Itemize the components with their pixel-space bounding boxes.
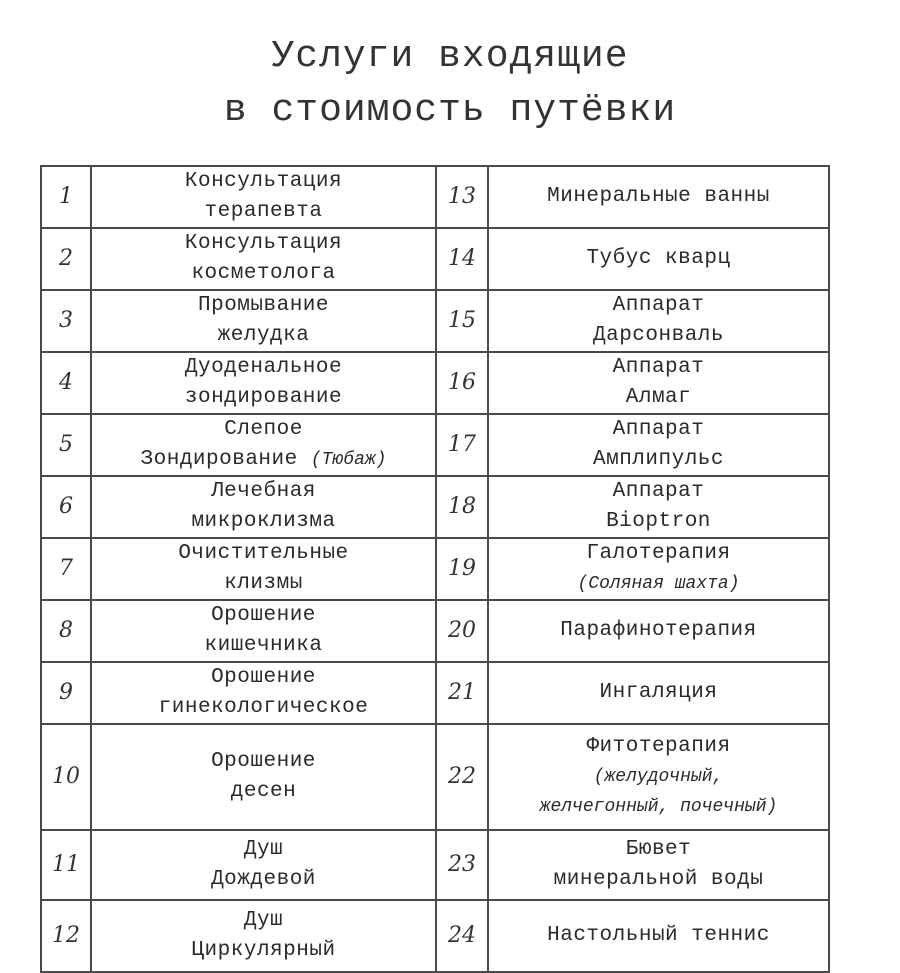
service-name-text: Аппарат xyxy=(612,418,705,441)
service-number: 19 xyxy=(436,538,488,600)
service-name-line xyxy=(491,383,826,413)
service-name-text: зондирование xyxy=(184,386,343,409)
service-name xyxy=(488,662,829,724)
service-name-text: Тубус кварц xyxy=(586,247,731,270)
service-name-line xyxy=(491,865,826,895)
table-row xyxy=(41,166,829,228)
service-name-text: Фитотерапия xyxy=(586,735,731,758)
service-name-line xyxy=(94,865,433,895)
service-number: 24 xyxy=(436,900,488,972)
service-name xyxy=(91,290,436,352)
service-number: 10 xyxy=(41,724,91,830)
service-name-line xyxy=(491,835,826,865)
table-row xyxy=(41,352,829,414)
service-number: 5 xyxy=(41,414,91,476)
title-line-2: в стоимость путёвки xyxy=(223,89,677,132)
service-name-line xyxy=(94,445,433,475)
service-name-text: Ингаляция xyxy=(599,681,718,704)
table-row xyxy=(41,538,829,600)
table-row xyxy=(41,600,829,662)
service-number: 6 xyxy=(41,476,91,538)
service-note: (желудочный, xyxy=(593,767,724,787)
service-name-text: десен xyxy=(230,780,297,803)
service-name-line xyxy=(491,353,826,383)
service-name xyxy=(91,662,436,724)
service-name-line xyxy=(94,936,433,966)
service-name-text: микроклизма xyxy=(191,510,336,533)
service-name-line xyxy=(94,229,433,259)
service-name-line xyxy=(94,601,433,631)
service-name xyxy=(488,290,829,352)
service-name-line xyxy=(94,383,433,413)
service-name-text: Аппарат xyxy=(612,294,705,317)
service-name-text: Дождевой xyxy=(211,868,316,891)
service-name-line xyxy=(491,321,826,351)
service-name-text: Циркулярный xyxy=(191,939,336,962)
service-name-line xyxy=(94,353,433,383)
table-row xyxy=(41,900,829,972)
service-name-text: Bioptron xyxy=(606,510,711,533)
service-name-line xyxy=(491,539,826,569)
service-name xyxy=(488,476,829,538)
service-name xyxy=(488,600,829,662)
service-name xyxy=(91,830,436,900)
service-name-line xyxy=(491,182,826,212)
service-name xyxy=(91,600,436,662)
service-name-line xyxy=(491,291,826,321)
service-name-line xyxy=(94,631,433,661)
service-name-line xyxy=(94,663,433,693)
service-name xyxy=(488,414,829,476)
service-name-line xyxy=(94,906,433,936)
service-number: 23 xyxy=(436,830,488,900)
service-name xyxy=(91,900,436,972)
service-name-line xyxy=(491,616,826,646)
service-number: 22 xyxy=(436,724,488,830)
service-number: 3 xyxy=(41,290,91,352)
service-name-text: Лечебная xyxy=(211,480,316,503)
service-name-line xyxy=(94,539,433,569)
service-number: 16 xyxy=(436,352,488,414)
title-line-1: Услуги входящие xyxy=(271,35,629,78)
service-name-line xyxy=(94,693,433,723)
service-name-text: Орошение xyxy=(211,750,316,773)
service-note: (Соляная шахта) xyxy=(577,574,740,594)
service-name-line xyxy=(94,291,433,321)
service-name-line xyxy=(94,507,433,537)
service-name-text: Орошение xyxy=(211,604,316,627)
service-number: 18 xyxy=(436,476,488,538)
service-number: 14 xyxy=(436,228,488,290)
services-table-body xyxy=(41,166,829,972)
service-name-text: клизмы xyxy=(224,572,303,595)
service-name-line xyxy=(94,835,433,865)
service-name xyxy=(488,538,829,600)
service-name-text: Галотерапия xyxy=(586,542,731,565)
service-name xyxy=(91,538,436,600)
service-number: 2 xyxy=(41,228,91,290)
service-name-text: Консультация xyxy=(184,232,343,255)
service-name-text: Слепое xyxy=(224,418,303,441)
service-name-line xyxy=(491,732,826,762)
service-number: 7 xyxy=(41,538,91,600)
service-name-text: Очистительные xyxy=(178,542,349,565)
service-name-text: Орошение xyxy=(211,666,316,689)
service-name-line xyxy=(94,321,433,351)
service-name-text: Консультация xyxy=(184,170,343,193)
service-name-line xyxy=(491,244,826,274)
service-number: 17 xyxy=(436,414,488,476)
service-number: 13 xyxy=(436,166,488,228)
service-name-text: Зондирование xyxy=(140,448,298,471)
service-name-text: Алмаг xyxy=(625,386,692,409)
page-title xyxy=(0,30,900,138)
service-name-line xyxy=(94,569,433,599)
service-number: 20 xyxy=(436,600,488,662)
service-number: 11 xyxy=(41,830,91,900)
service-name-text: гинекологическое xyxy=(158,696,369,719)
services-table xyxy=(40,165,830,973)
service-name-text: терапевта xyxy=(204,200,323,223)
service-name xyxy=(488,830,829,900)
service-name-text: Минеральные ванны xyxy=(547,185,770,208)
service-name xyxy=(91,352,436,414)
service-number: 12 xyxy=(41,900,91,972)
table-row xyxy=(41,414,829,476)
service-name xyxy=(91,228,436,290)
service-name xyxy=(488,166,829,228)
service-number: 9 xyxy=(41,662,91,724)
service-name-text: Амплипульс xyxy=(592,448,725,471)
service-name xyxy=(488,724,829,830)
service-name-text: Парафинотерапия xyxy=(560,619,757,642)
service-name-text: Аппарат xyxy=(612,356,705,379)
service-note: (Тюбаж) xyxy=(310,450,387,470)
service-name-text: кишечника xyxy=(204,634,323,657)
service-name-line xyxy=(491,415,826,445)
service-name xyxy=(91,414,436,476)
service-name-line xyxy=(491,507,826,537)
service-name-text: косметолога xyxy=(191,262,336,285)
service-name-line xyxy=(94,167,433,197)
service-name xyxy=(488,352,829,414)
table-row xyxy=(41,476,829,538)
service-number: 8 xyxy=(41,600,91,662)
service-name-line xyxy=(94,777,433,807)
service-name-line xyxy=(491,921,826,951)
service-name-text: желудка xyxy=(217,324,310,347)
service-number: 15 xyxy=(436,290,488,352)
table-row xyxy=(41,662,829,724)
service-name xyxy=(91,476,436,538)
table-row xyxy=(41,724,829,830)
service-name-line xyxy=(491,678,826,708)
service-number: 21 xyxy=(436,662,488,724)
service-name-text: Дуоденальное xyxy=(184,356,343,379)
service-name-line xyxy=(491,445,826,475)
table-row xyxy=(41,290,829,352)
service-name-line xyxy=(491,477,826,507)
service-name-line xyxy=(94,747,433,777)
service-name-text: Бювет xyxy=(625,838,692,861)
service-name-text: Душ xyxy=(243,838,284,861)
table-row xyxy=(41,228,829,290)
service-name xyxy=(488,228,829,290)
service-name-text: Дарсонваль xyxy=(592,324,725,347)
service-name xyxy=(488,900,829,972)
service-name-line xyxy=(94,415,433,445)
service-number: 1 xyxy=(41,166,91,228)
service-name xyxy=(91,166,436,228)
service-name-line xyxy=(94,259,433,289)
service-name-text: минеральной воды xyxy=(553,868,764,891)
service-name-text: Промывание xyxy=(197,294,330,317)
service-name-text: Аппарат xyxy=(612,480,705,503)
table-row xyxy=(41,830,829,900)
service-name-text: Настольный теннис xyxy=(547,924,770,947)
service-name-line xyxy=(94,477,433,507)
service-note: желчегонный, почечный) xyxy=(539,797,778,817)
service-name-text: Душ xyxy=(243,909,284,932)
service-number: 4 xyxy=(41,352,91,414)
service-name xyxy=(91,724,436,830)
service-name-line xyxy=(94,197,433,227)
